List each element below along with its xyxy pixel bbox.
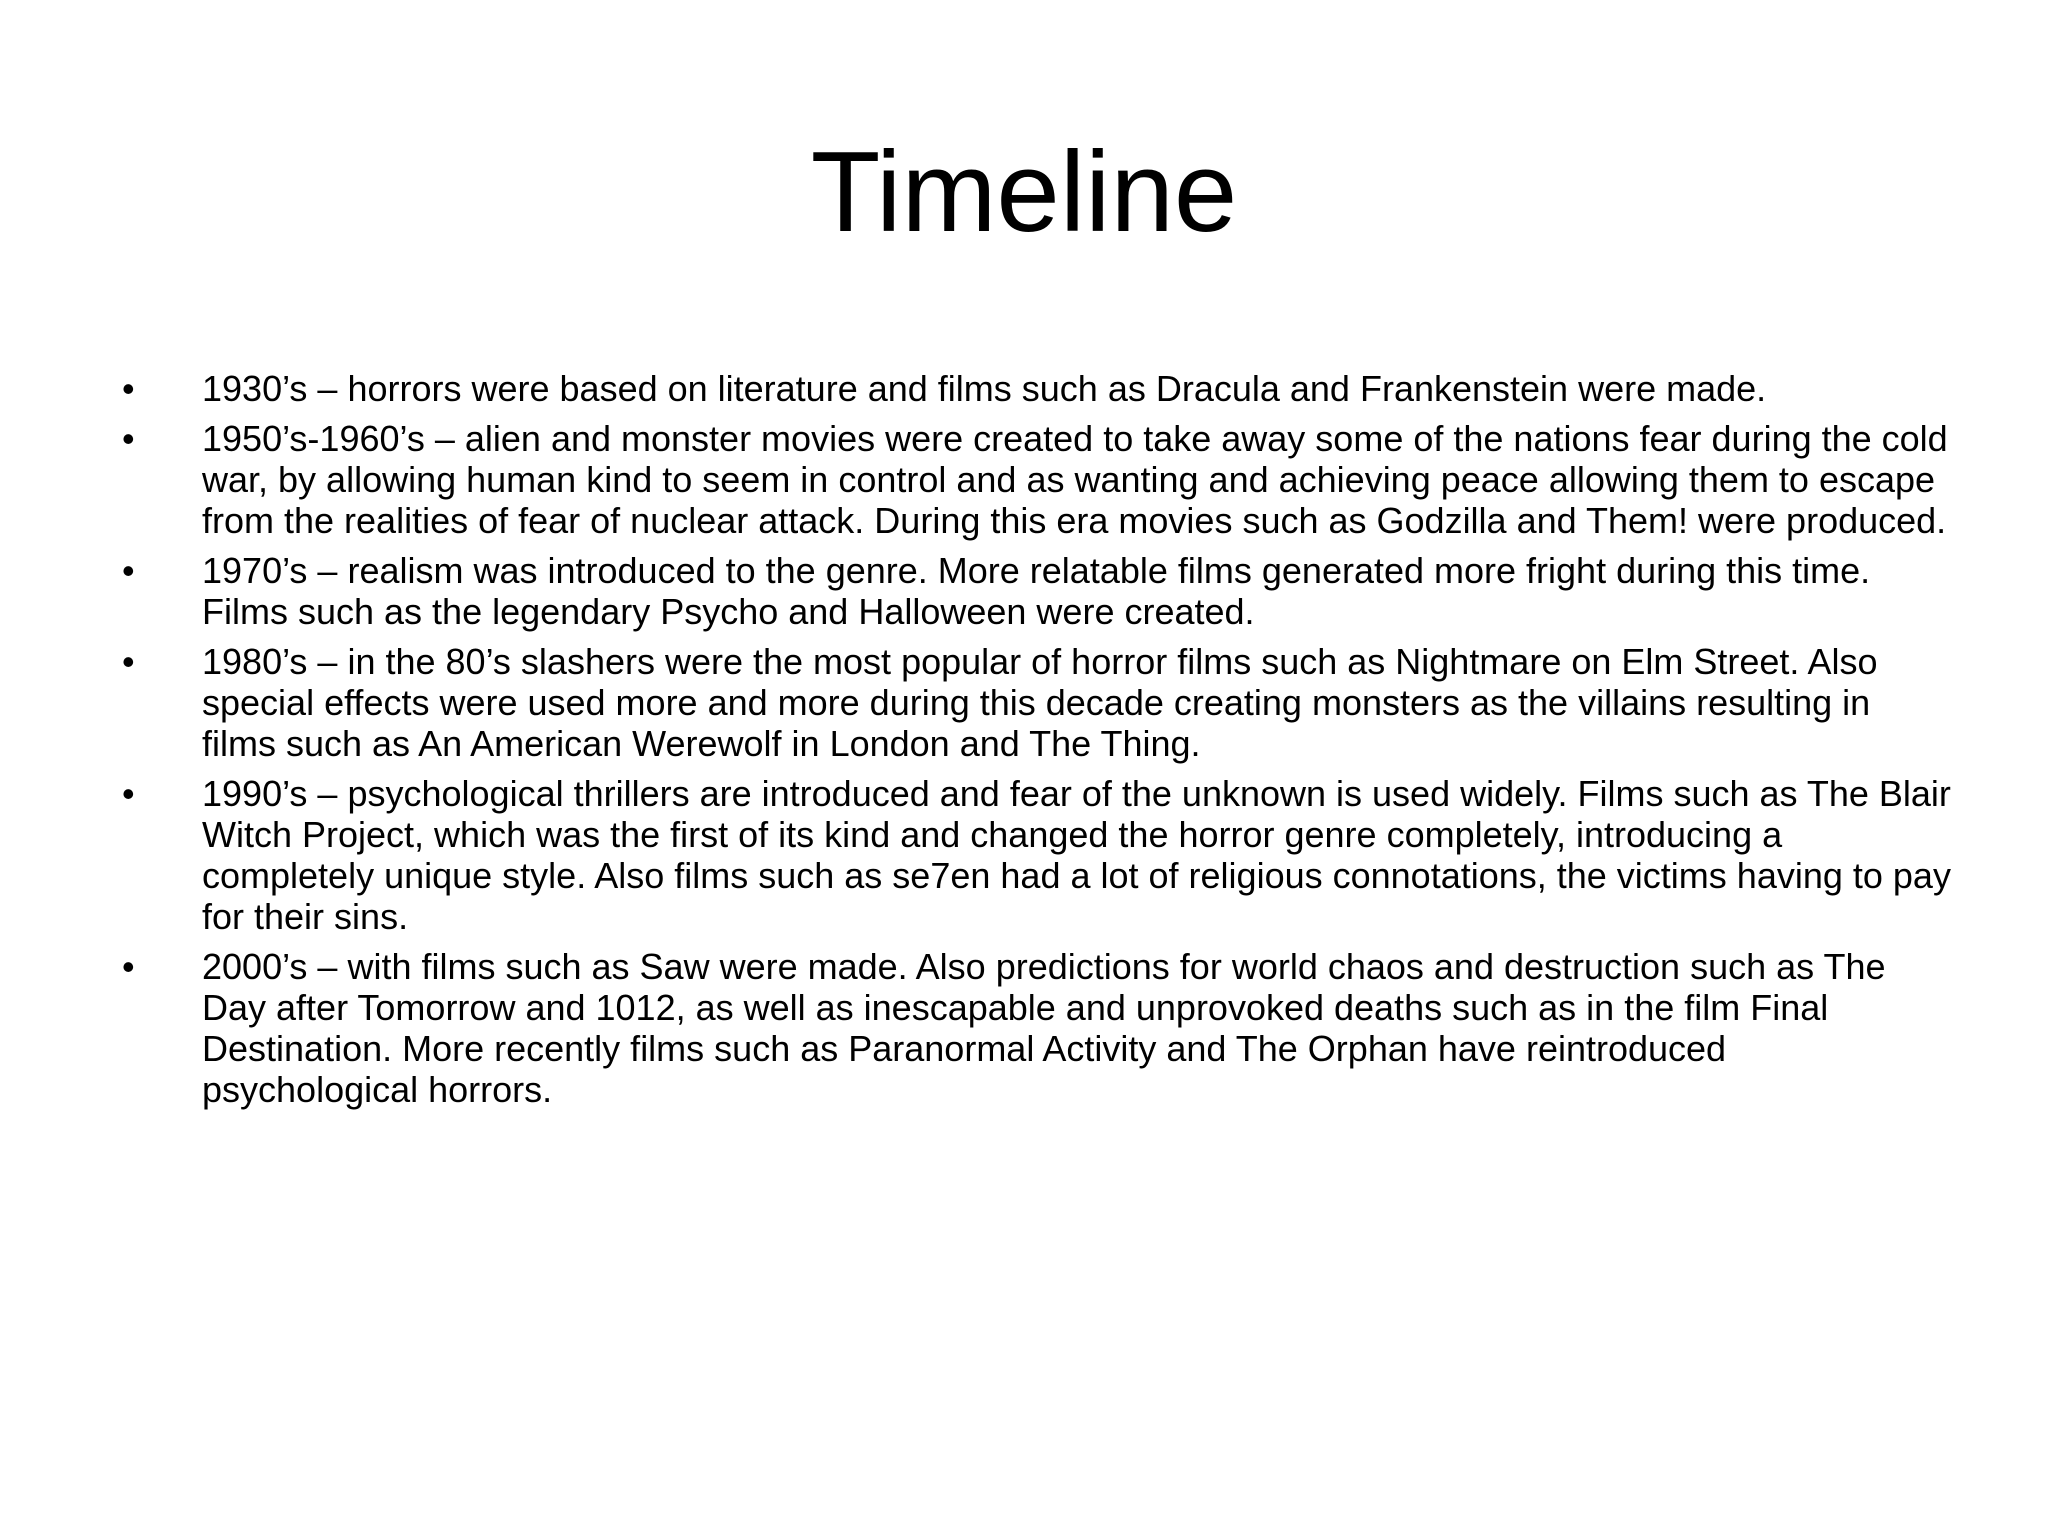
- bullet-text: 1990’s – psychological thrillers are introduced and fear of the unknown is used widely. Films such as The Blair Witch Project, which was the first of its kind and changed the horror genre completely, introducing a completely unique style. Also films such as se7en had a lot of religious connotations, the victims having to pay for their sins.: [202, 773, 1951, 937]
- bullet-icon: •: [122, 946, 135, 987]
- bullet-text: 2000’s – with films such as Saw were made. Also predictions for world chaos and destruction such as The Day after Tomorrow and 1012, as well as inescapable and unprovoked deaths such as in the film Final Destination. More recently films such as Paranormal Activity and The Orphan have reintroduced psychological horrors.: [202, 946, 1886, 1110]
- bullet-icon: •: [122, 641, 135, 682]
- bullet-text: 1970’s – realism was introduced to the genre. More relatable films generated more fright during this time. Films such as the legendary Psycho and Halloween were created.: [202, 550, 1871, 632]
- timeline-bullet-list: [122, 368, 1952, 1119]
- bullet-icon: •: [122, 418, 135, 459]
- bullet-icon: •: [122, 773, 135, 814]
- timeline-bullet-1930s: [122, 368, 1952, 409]
- timeline-bullet-1990s: [122, 773, 1952, 937]
- bullet-text: 1930’s – horrors were based on literature and films such as Dracula and Frankenstein were made.: [202, 368, 1767, 409]
- slide-title: Timeline: [810, 129, 1238, 256]
- timeline-bullet-1950s-1960s: [122, 418, 1952, 541]
- bullet-text: 1950’s-1960’s – alien and monster movies were created to take away some of the nations fear during the cold war, by allowing human kind to seem in control and as wanting and achieving peace allowing them to escape from the realities of fear of nuclear attack. During this era movies such as Godzilla and Them! were produced.: [202, 418, 1948, 541]
- bullet-text: 1980’s – in the 80’s slashers were the most popular of horror films such as Nightmare on Elm Street. Also special effects were used more and more during this decade creating monsters as the villains resulting in films such as An American Werewolf in London and The Thing.: [202, 641, 1878, 764]
- timeline-bullet-2000s: [122, 946, 1952, 1110]
- bullet-icon: •: [122, 368, 135, 409]
- timeline-bullet-1980s: [122, 641, 1952, 764]
- timeline-bullet-1970s: [122, 550, 1952, 632]
- bullet-icon: •: [122, 550, 135, 591]
